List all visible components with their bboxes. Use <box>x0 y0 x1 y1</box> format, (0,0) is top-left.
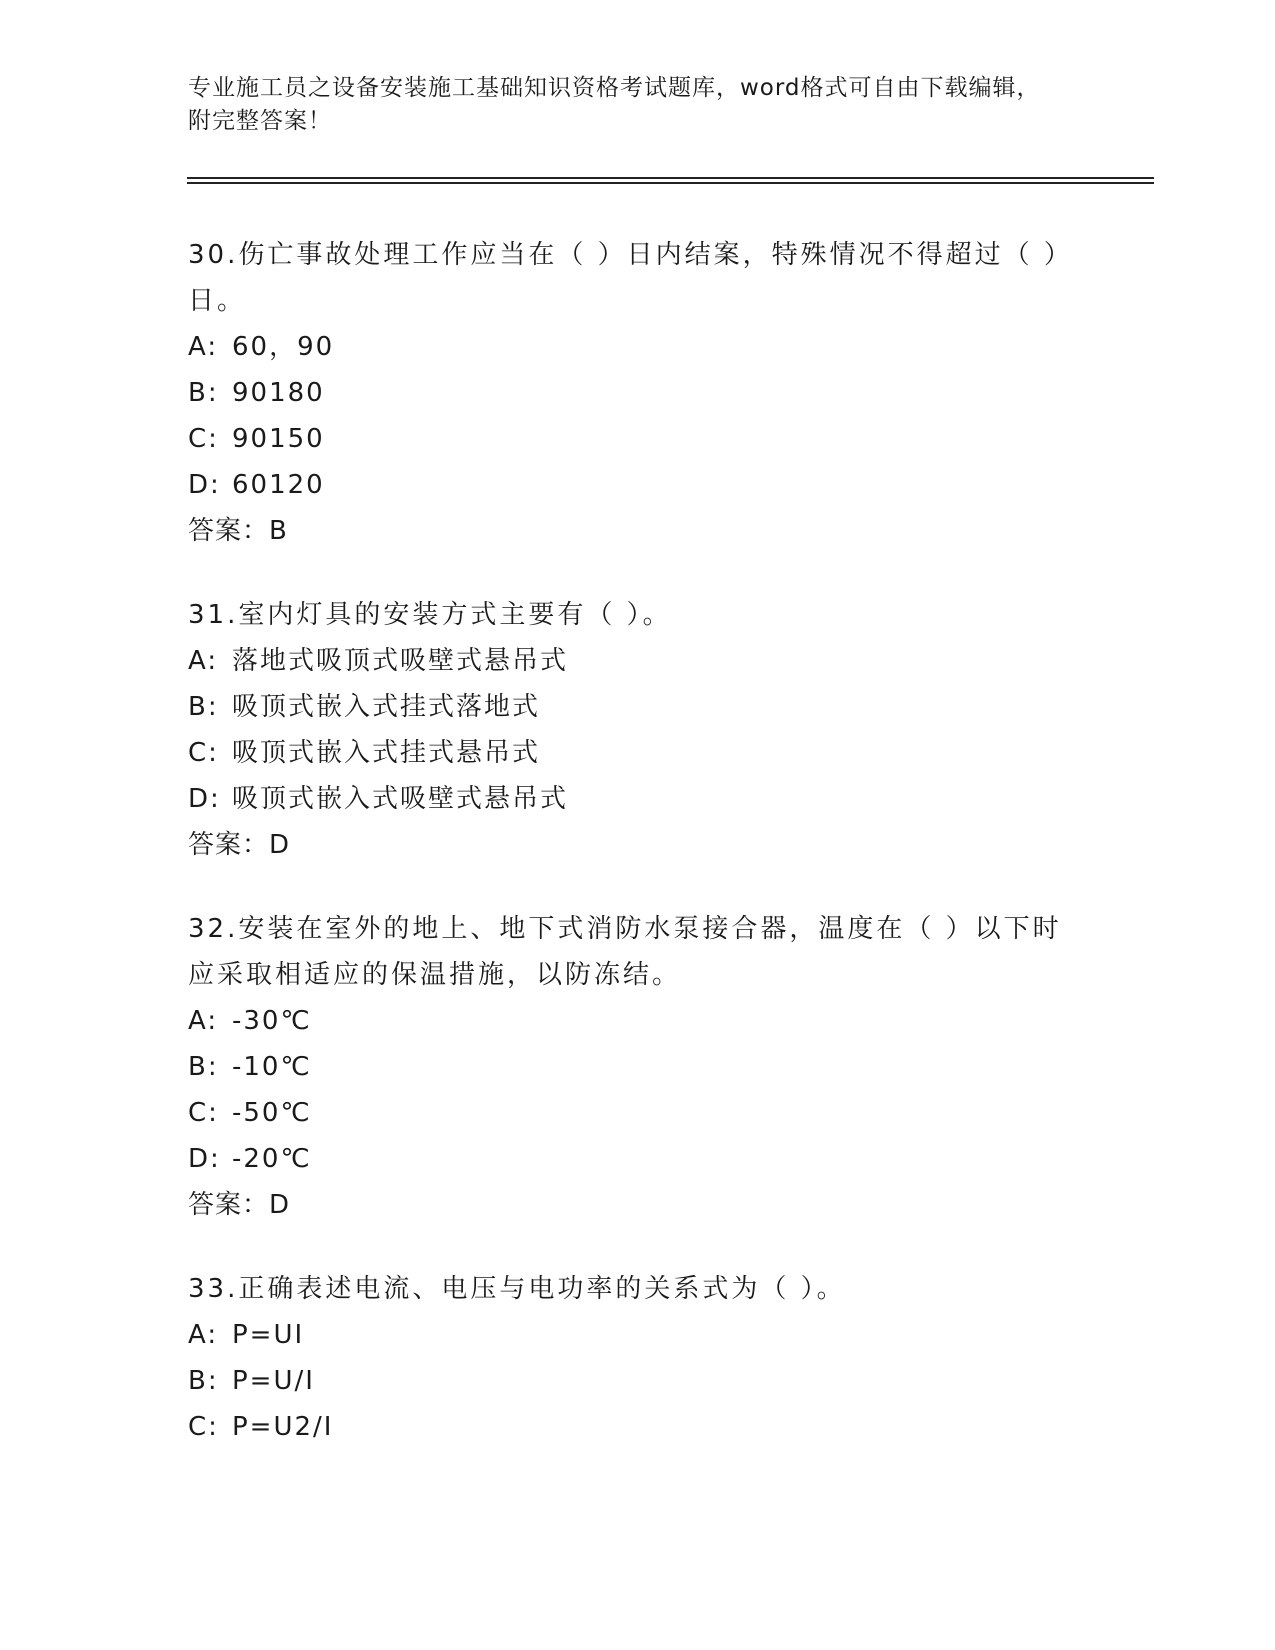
option-c <box>188 416 1088 462</box>
question-stem: 30.伤亡事故处理工作应当在（ ）日内结案，特殊情况不得超过（ ） <box>188 240 1073 270</box>
option-text: -30℃ <box>232 1006 312 1036</box>
option-text: 吸顶式嵌入式挂式落地式 <box>232 692 541 722</box>
option-text: 90180 <box>232 378 325 408</box>
option-c <box>188 1090 1088 1136</box>
option-letter: B: <box>188 692 219 722</box>
option-text: -10℃ <box>232 1052 312 1082</box>
option-letter: B: <box>188 1366 219 1396</box>
document-header <box>188 72 1088 138</box>
question-list <box>188 232 1088 1488</box>
option-b <box>188 684 1088 730</box>
question-stem-continued: 应采取相适应的保温措施，以防冻结。 <box>188 960 682 990</box>
option-text: -50℃ <box>232 1098 312 1128</box>
option-text: 60120 <box>232 470 325 500</box>
option-d <box>188 776 1088 822</box>
option-letter: A: <box>188 646 219 676</box>
option-b <box>188 1044 1088 1090</box>
question-31 <box>188 592 1088 868</box>
option-letter: D: <box>188 784 221 814</box>
option-letter: B: <box>188 378 219 408</box>
option-letter: B: <box>188 1052 219 1082</box>
option-text: 90150 <box>232 424 325 454</box>
option-a <box>188 998 1088 1044</box>
question-33 <box>188 1266 1088 1450</box>
option-b <box>188 1358 1088 1404</box>
option-text: -20℃ <box>232 1144 312 1174</box>
question-stem: 33.正确表述电流、电压与电功率的关系式为（ ）。 <box>188 1274 846 1304</box>
option-text: P=U/I <box>232 1366 315 1396</box>
option-a <box>188 638 1088 684</box>
option-a <box>188 324 1088 370</box>
header-line-2: 附完整答案！ <box>188 108 332 134</box>
option-text: 吸顶式嵌入式挂式悬吊式 <box>232 738 541 768</box>
option-c <box>188 1404 1088 1450</box>
answer-line: 答案：D <box>188 830 291 860</box>
option-d <box>188 1136 1088 1182</box>
option-letter: A: <box>188 332 219 362</box>
option-letter: C: <box>188 738 219 768</box>
question-stem-continued: 日。 <box>188 286 247 316</box>
answer-line: 答案：D <box>188 1190 291 1220</box>
option-d <box>188 462 1088 508</box>
option-b <box>188 370 1088 416</box>
option-text: 60，90 <box>232 332 335 362</box>
question-30 <box>188 232 1088 554</box>
option-text: 吸顶式嵌入式吸壁式悬吊式 <box>232 784 569 814</box>
option-letter: A: <box>188 1006 219 1036</box>
option-letter: C: <box>188 1412 219 1442</box>
question-stem: 31.室内灯具的安装方式主要有（ ）。 <box>188 600 672 630</box>
option-letter: D: <box>188 470 221 500</box>
question-32 <box>188 906 1088 1228</box>
answer-line: 答案：B <box>188 516 288 546</box>
option-letter: D: <box>188 1144 221 1174</box>
option-letter: C: <box>188 1098 219 1128</box>
option-text: P=UI <box>232 1320 305 1350</box>
header-line-1: 专业施工员之设备安装施工基础知识资格考试题库，word格式可自由下载编辑， <box>188 75 1041 101</box>
option-letter: A: <box>188 1320 219 1350</box>
option-text: 落地式吸顶式吸壁式悬吊式 <box>232 646 569 676</box>
option-text: P=U2/I <box>232 1412 334 1442</box>
option-a <box>188 1312 1088 1358</box>
option-c <box>188 730 1088 776</box>
question-stem: 32.安装在室外的地上、地下式消防水泵接合器，温度在（ ）以下时 <box>188 914 1062 944</box>
header-double-rule <box>187 177 1154 184</box>
option-letter: C: <box>188 424 219 454</box>
